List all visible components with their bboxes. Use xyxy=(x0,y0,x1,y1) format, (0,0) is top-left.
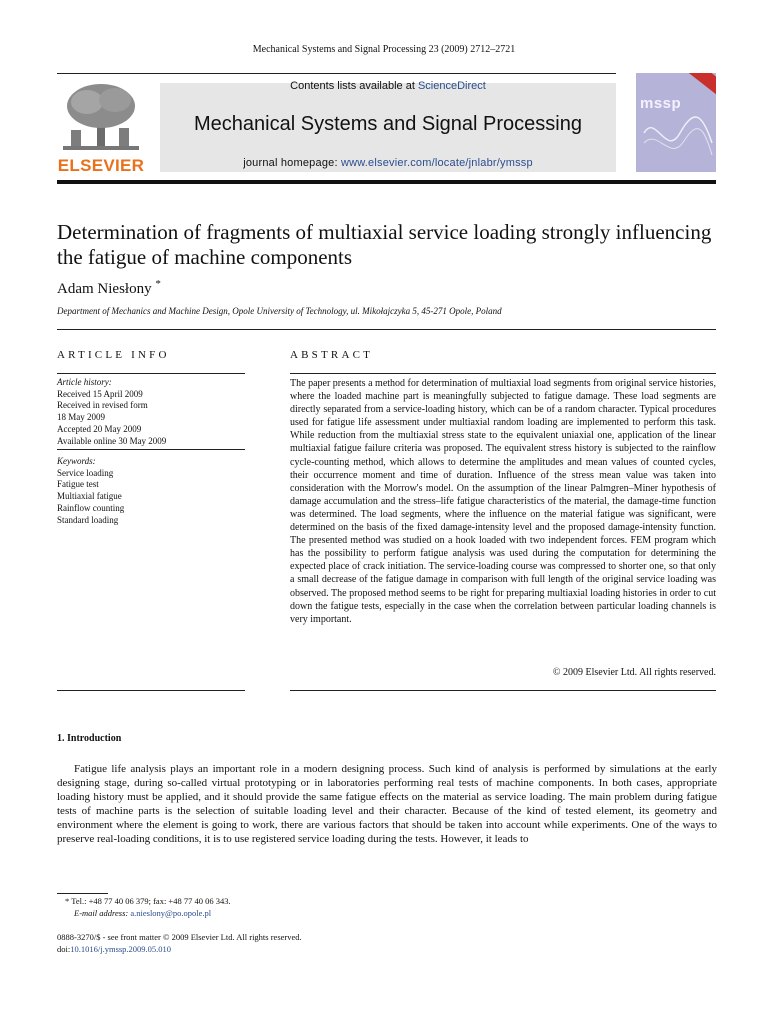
doi-prefix: doi: xyxy=(57,944,71,954)
header-bottom-rule xyxy=(57,180,716,184)
footnote-rule xyxy=(57,893,108,894)
cover-wave-icon xyxy=(636,73,716,172)
doi-line xyxy=(57,944,171,954)
history-item: 18 May 2009 xyxy=(57,412,105,423)
homepage-prefix: journal homepage: xyxy=(243,157,341,169)
author-name: Adam Niesłony xyxy=(57,281,152,297)
elsevier-wordmark: ELSEVIER xyxy=(57,156,145,175)
journal-title: Mechanical Systems and Signal Processing xyxy=(194,113,582,135)
article-history xyxy=(57,377,245,447)
front-matter: 0888-3270/$ - see front matter © 2009 Elsevier Ltd. All rights reserved. xyxy=(57,932,302,942)
article-info-heading: ARTICLE INFO xyxy=(57,349,170,361)
doi-link[interactable]: 10.1016/j.ymssp.2009.05.010 xyxy=(70,944,172,954)
introduction-heading: 1. Introduction xyxy=(57,733,122,744)
history-item: Accepted 20 May 2009 xyxy=(57,423,142,434)
elsevier-tree-icon xyxy=(57,80,145,154)
keywords-label: Keywords: xyxy=(57,456,96,466)
sciencedirect-link[interactable]: ScienceDirect xyxy=(417,80,486,92)
keyword-item: Rainflow counting xyxy=(57,502,125,513)
journal-cover xyxy=(636,73,716,172)
homepage-line xyxy=(160,157,616,169)
cover-title: mssp xyxy=(640,95,682,112)
abstract-heading: ABSTRACT xyxy=(290,349,374,361)
contents-line xyxy=(160,80,616,92)
history-item: Received in revised form xyxy=(57,400,148,411)
footnote-email xyxy=(74,908,211,918)
abstract-copyright: © 2009 Elsevier Ltd. All rights reserved. xyxy=(552,667,716,678)
journal-homepage-link[interactable]: www.elsevier.com/locate/jnlabr/ymssp xyxy=(340,157,533,169)
history-label: Article history: xyxy=(57,377,112,387)
keyword-item: Fatigue test xyxy=(57,479,99,490)
history-item: Received 15 April 2009 xyxy=(57,388,143,399)
article-info-bottom-rule xyxy=(57,690,245,691)
keyword-item: Standard loading xyxy=(57,514,119,525)
contents-prefix: Contents lists available at xyxy=(290,80,418,92)
keywords-rule xyxy=(57,449,245,450)
email-link[interactable]: a.nieslony@po.opole.pl xyxy=(130,908,212,918)
abstract-text: The paper presents a method for determination of multiaxial load segments from original service histories, where the loaded machine part is meaningfully subjected to fatigue damage. These load segments are directly separated from a service-loading history, which can be of a random character. Typical procedures used for fatigue life assessment under multiaxial random loading are implemented to perform this task. While reduction from the multiaxial stress state to the equivalent uniaxial one, application of the linear multiaxial fatigue failure criteria was proposed. The equivalent stress history is subjected to the rainflow cycle-counting method, which allows to determine the amplitudes and mean values of counted cycles, their occurrence moment and time of duration. Influence of the stress mean value was taken into consideration with the Morrow's model. On the assumption of the linear Palmgren–Miner hypothesis of damage accumulation and the stress–life fatigue characteristics of the material, the damage-time function was determined. The load segments, where the influence on the material fatigue was significant, were determined on the basis of the fixed damage-intensity level and the proposed damage-intensity function. The presented method was studied on a hook loaded with two independent forces. FEM program which has the possibility to perform fatigue analysis was used during the computation for determining the expected place of crack initiation. The service-loading course was compressed to shorter one, so that only a small decrease of the fatigue damage in comparison with full length of the original service loading was observed. The proposed method seems to be right for preparing multiaxial loading histories in order to cut down the fatigue tests, especially in the case when the correlation between particular loading channels is very important. xyxy=(290,378,716,625)
keyword-item: Multiaxial fatigue xyxy=(57,491,122,502)
affiliation-rule xyxy=(57,329,716,330)
abstract-bottom-rule xyxy=(290,690,716,691)
article-info-rule xyxy=(57,373,245,374)
email-label: E-mail address: xyxy=(74,908,131,918)
author-footnote-mark[interactable]: * xyxy=(155,278,161,290)
introduction-text: Fatigue life analysis plays an important role in a modern designing process. Such kind of analysis is performed by simulations at the early designing stage, during so-called virtual prototyping or in laboratories performing real tests of machine components. In both cases, appropriate loading history must be applied, and it should provide the same fatigue effects on the material as service loading. The main problem during fatigue tests of machine parts is the selection of suitable loading level and their character. Because of the kind of tested element, its geometry and environment where the element is going to work, there are various factors that should be taken into account while experiments. One of the ways to preserve real-loading conditions, it is to use registered service loading during the tests. However, it leads to xyxy=(57,763,717,846)
keyword-item: Service loading xyxy=(57,467,114,478)
header-top-rule xyxy=(57,73,616,74)
elsevier-logo xyxy=(57,80,145,176)
footnote-tel: * Tel.: +48 77 40 06 379; fax: +48 77 40 06 343. xyxy=(65,896,231,906)
author xyxy=(57,278,161,298)
abstract-rule xyxy=(290,373,716,374)
affiliation: Department of Mechanics and Machine Design, Opole University of Technology, ul. Mikołajczyka 5, 45-271 Opole, Poland xyxy=(57,306,502,316)
paper-title: Determination of fragments of multiaxial service loading strongly influencing the fatigue of machine components xyxy=(57,220,712,269)
journal-reference: Mechanical Systems and Signal Processing 23 (2009) 2712–2721 xyxy=(252,44,516,55)
keywords xyxy=(57,456,245,526)
history-item: Available online 30 May 2009 xyxy=(57,435,167,446)
